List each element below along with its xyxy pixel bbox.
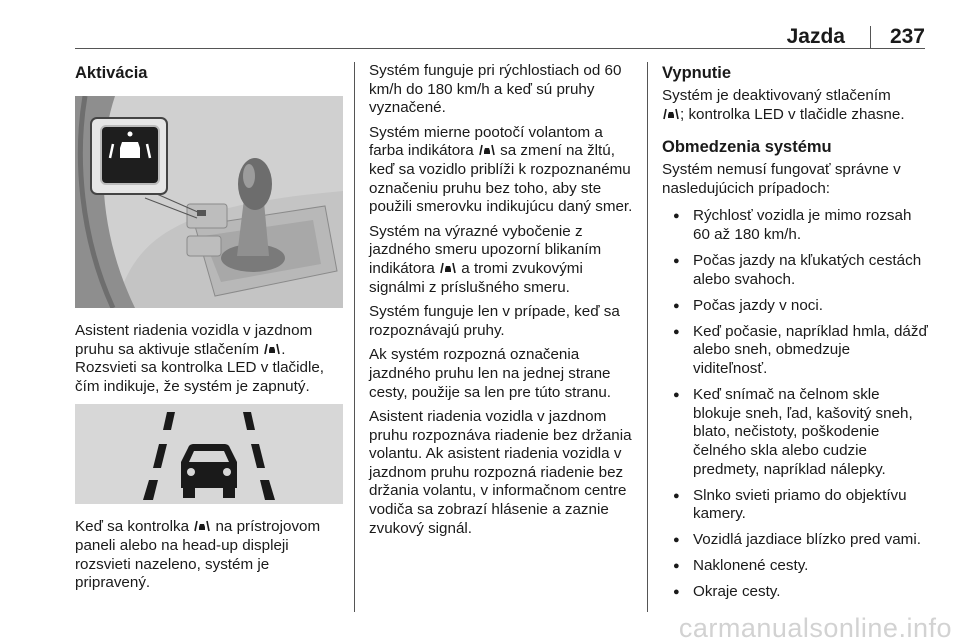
lane-keep-assist-icon [264, 343, 280, 355]
steering-paragraph: Systém mierne pootočí volantom a farba indikátora sa zmení na žltú, keď sa vozidlo priblíži k rozpoznanému označeniu pruhu bez toho, aby ste použili smerovku indikujúcu daný smer. [369, 123, 633, 216]
lane-keep-assist-icon [194, 520, 210, 532]
watermark: carmanualsonline.info [678, 613, 952, 643]
console-photo [75, 96, 343, 308]
activation-paragraph: Asistent riadenia vozidla v jazdnom pruhu sa aktivuje stlačením . Rozsvieti sa kontrolka LED v tlačidle, čím indikuje, že systém je zapnutý. [75, 322, 325, 395]
deactivation-paragraph: Systém je deaktivovaný stlačením ; kontrolka LED v tlačidle zhasne. [662, 87, 905, 123]
section-title: Jazda [786, 25, 845, 48]
header-rule [75, 48, 925, 49]
list-item: ● Počas jazdy v noci. [662, 297, 928, 316]
column-middle [369, 62, 635, 544]
list-item: ● Okraje cesty. [662, 583, 928, 602]
heading-deactivation: Vypnutie [662, 64, 732, 82]
column-divider-1 [354, 62, 355, 612]
lane-assist-symbol-figure [75, 404, 343, 504]
limitations-list [662, 207, 928, 602]
page-header [75, 26, 925, 52]
warning-paragraph: Systém na výrazné vybočenie z jazdného smeru upozorní blikaním indikátora a tromi zvukovými signálmi z príslušného smeru. [369, 222, 602, 296]
speed-range-paragraph: Systém funguje pri rýchlostiach od 60 km/h do 180 km/h a keď sú pruhy vyznačené. [369, 62, 622, 117]
column-left [75, 62, 343, 599]
lane-keep-assist-icon [479, 144, 495, 156]
list-item: ● Rýchlosť vozidla je mimo rozsah 60 až 180 km/h. [662, 207, 928, 244]
one-side-paragraph: Ak systém rozpozná označenia jazdného pruhu len na jednej strane cesty, použije sa len pre túto stranu. [369, 346, 612, 401]
column-right [662, 62, 928, 610]
list-item: ● Vozidlá jazdiace blízko pred vami. [662, 531, 928, 550]
list-item: ● Keď počasie, napríklad hmla, dážď alebo sneh, obmedzuje viditeľnosť. [662, 323, 928, 379]
page-number: 237 [889, 25, 925, 48]
heading-limitations: Obmedzenia systému [662, 138, 832, 157]
list-item: ● Naklonené cesty. [662, 557, 928, 576]
list-item: ● Slnko svieti priamo do objektívu kamery. [662, 487, 928, 524]
column-divider-2 [647, 62, 648, 612]
ready-paragraph: Keď sa kontrolka na prístrojovom paneli alebo na head-up displeji rozsvieti nazeleno, systém je pripravený. [75, 518, 321, 592]
list-item: ● Keď snímač na čelnom skle blokuje sneh, ľad, kašovitý sneh, blato, nečistoty, poškodenie čelného skla alebo cudzie predmety, napríklad nálepky. [662, 386, 928, 479]
lane-keep-assist-icon [663, 108, 679, 120]
hands-off-paragraph: Asistent riadenia vozidla v jazdnom pruhu rozpoznáva riadenie bez držania volantu. Ak asistent riadenia vozidla v jazdnom pruhu rozpozná riadenie bez držania volantu, v informačnom centre vodiča sa zobrazí hlásenie a zaznie zvukový signál. [369, 408, 632, 537]
limitations-intro: Systém nemusí fungovať správne v nasledujúcich prípadoch: [662, 161, 901, 197]
lane-keep-assist-icon [440, 262, 456, 274]
heading-activation: Aktivácia [75, 64, 148, 82]
list-item: ● Počas jazdy na kľukatých cestách alebo svahoch. [662, 252, 928, 289]
header-divider [870, 26, 871, 49]
lanes-detected-paragraph: Systém funguje len v prípade, keď sa rozpoznávajú pruhy. [369, 303, 620, 339]
